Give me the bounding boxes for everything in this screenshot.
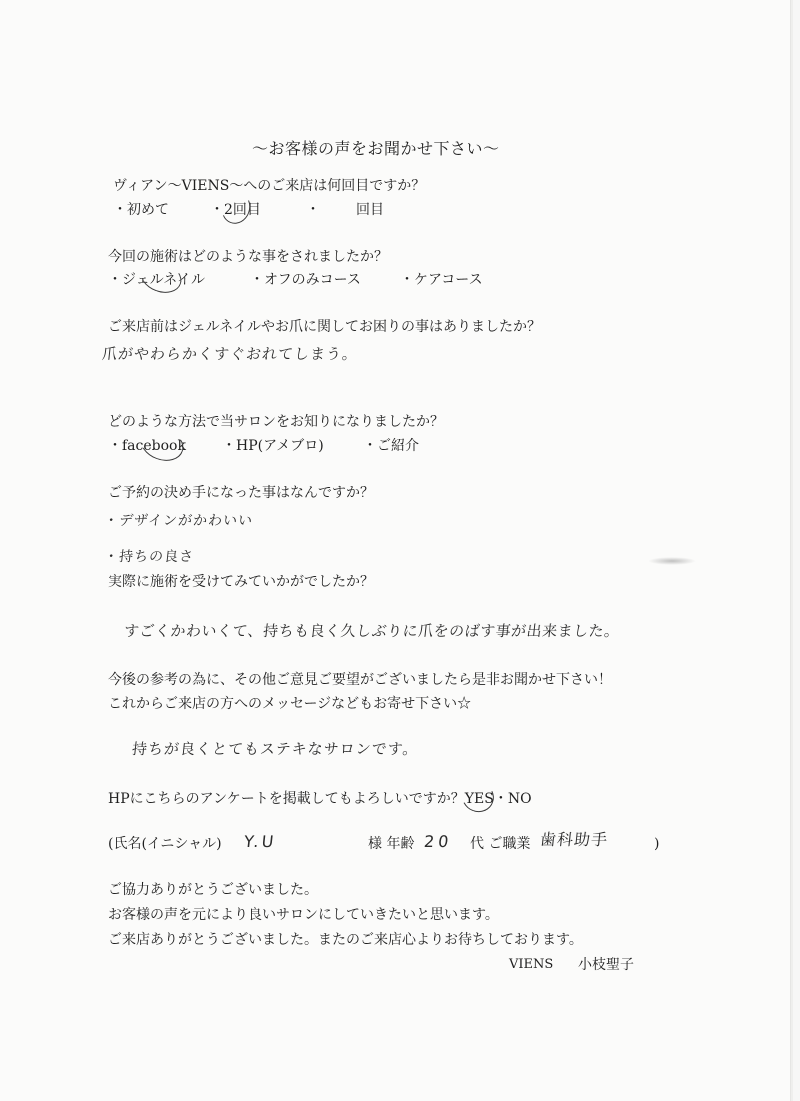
close-paren: ) bbox=[654, 836, 660, 852]
request-message-line: これからご来店の方へのメッセージなどもお寄せ下さい☆ bbox=[108, 696, 472, 712]
option-no: NO bbox=[507, 791, 532, 807]
dai-job-label: 代 ご職業 bbox=[470, 836, 531, 852]
option-other-bullet: ・ bbox=[306, 202, 320, 218]
closing-intent: お客様の声を元により良いサロンにしていきたいと思います。 bbox=[108, 907, 499, 923]
option-separator: ・ bbox=[493, 791, 508, 807]
option-care-course: ・ケアコース bbox=[400, 272, 483, 288]
option-n-times: 回目 bbox=[356, 202, 384, 218]
name-label: (氏名(イニシャル) bbox=[108, 836, 222, 852]
smudge-mark bbox=[648, 557, 696, 565]
option-second-time: ・2回目 bbox=[210, 202, 261, 218]
question-treatment: 今回の施術はどのような事をされましたか？ bbox=[108, 249, 388, 265]
option-yes: YES bbox=[464, 791, 494, 807]
option-first-time: ・初めて bbox=[113, 202, 169, 218]
request-comments-line: 今後の参考の為に、その他ご意見ご要望がございましたら是非お聞かせ下さい！ bbox=[108, 672, 612, 688]
closing-visit-thanks: ご来店ありがとうございました。またのご来店心よりお待ちしております。 bbox=[108, 932, 583, 948]
question-deciding-factor: ご予約の決め手になった事はなんですか？ bbox=[108, 485, 374, 501]
job-value: 歯科助手 bbox=[539, 830, 610, 849]
question-how-found: どのような方法で当サロンをお知りになりましたか？ bbox=[108, 414, 444, 430]
question-visit-count: ヴィアン～VIENS～へのご来店は何回目ですか？ bbox=[113, 178, 426, 194]
handwritten-answer: 爪がやわらかくすぐおれてしまう。 bbox=[101, 345, 359, 363]
handwritten-answer: 持ちが良くとてもステキなサロンです。 bbox=[131, 740, 420, 758]
handwritten-answer: ・デザインがかわいい bbox=[103, 513, 254, 529]
page-title: ～お客様の声をお聞かせ下さい～ bbox=[252, 139, 500, 158]
option-off-only: ・オフのみコース bbox=[250, 272, 361, 288]
closing-thanks: ご協力ありがとうございました。 bbox=[108, 882, 318, 898]
option-gel-nail: ・ジェルネイル bbox=[108, 272, 206, 288]
publish-question-text: HPにこちらのアンケートを掲載してもよろしいですか？ bbox=[108, 791, 465, 807]
option-referral: ・ご紹介 bbox=[363, 438, 419, 454]
sama-age-label: 様 年齢 bbox=[368, 836, 415, 852]
shop-name: VIENS bbox=[509, 957, 554, 972]
question-prior-trouble: ご来店前はジェルネイルやお爪に関してお困りの事はありましたか？ bbox=[108, 319, 542, 335]
name-value: Y.U bbox=[243, 832, 278, 851]
handwritten-answer: ・持ちの良さ bbox=[103, 549, 195, 565]
age-value: 20 bbox=[423, 832, 454, 851]
check-mark-circle bbox=[458, 777, 498, 816]
question-impression: 実際に施術を受けてみていかがでしたか？ bbox=[108, 574, 374, 590]
option-facebook: ・facebook bbox=[108, 438, 186, 454]
signer-name: 小枝聖子 bbox=[578, 957, 634, 973]
handwritten-answer: すごくかわいくて、持ちも良く久しぶりに爪をのばす事が出来ました。 bbox=[123, 622, 621, 640]
option-hp-ameblo: ・HP(アメブロ) bbox=[222, 438, 324, 454]
